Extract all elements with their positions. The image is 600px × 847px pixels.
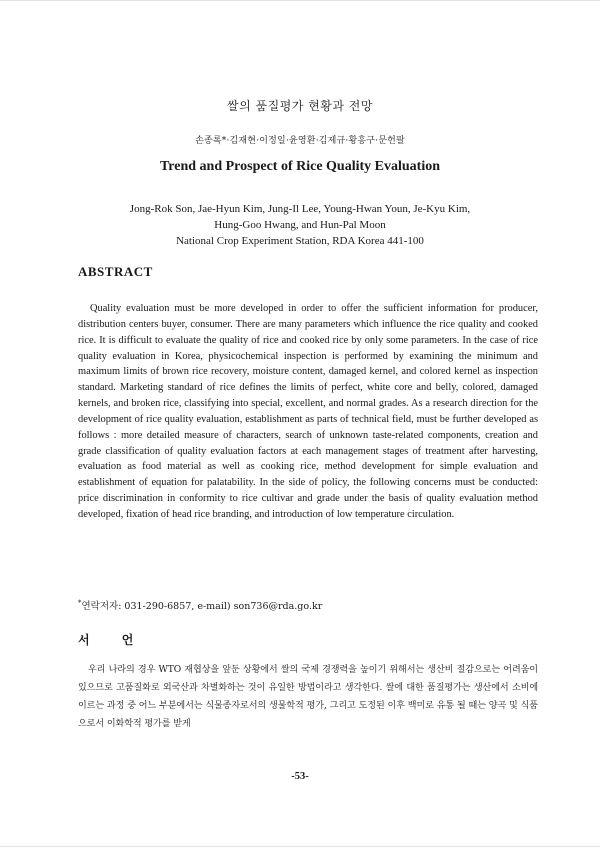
korean-authors: 손종록*·김재현·이정일·윤영환·김제규·황흥구·문헌팔 xyxy=(195,136,405,146)
introduction-body: 우리 나라의 경우 WTO 재협상을 앞둔 상황에서 쌀의 국제 경쟁력을 높이기 위해서는 생산비 절감으로는 어려움이 있으므로 고품질화로 외국산과 차별화하는 것이 유일한 방법이라고 생각한다. 쌀에 대한 품질평가는 생산에서 소비에 이르는 과정 중 어느 부분에서는 식물종자로서의 생물학적 평가, 그리고 도정된 이후 백미로 유통 될 때는 양곡 및 식품으로서 이화학적 평가를 받게 xyxy=(78,665,538,729)
affiliation: National Crop Experiment Station, RDA Korea 441-100 xyxy=(176,235,424,247)
english-authors-line-2: Hung-Goo Hwang, and Hun-Pal Moon xyxy=(214,219,386,231)
english-authors-line-1: Jong-Rok Son, Jae-Hyun Kim, Jung-Il Lee, Young-Hwan Youn, Je-Kyu Kim, xyxy=(129,203,471,215)
footnote-marker: * xyxy=(78,598,82,607)
abstract-heading: ABSTRACT xyxy=(78,264,153,279)
abstract-body: Quality evaluation must be more developed in order to offer the sufficient information for producer, distribution centers buyer, consumer. There are many parameters which influence the rice quality and cooked rice. It is difficult to evaluate the quality of rice and cooked rice by only some parameters. In the case of rice quality evaluation in Korea, physicochemical inspection is performed by examining the minimum and maximum limits of brown rice recovery, moisture content, damaged kernel, and colored kernel as inspection standard. Marketing standard of rice defines the limits of perfect, white core and belly, colored, damaged kernels, and broken rice, classifying into special, excellent, and normal grades. As a research direction for the development of rice quality evaluation, establishment as parts of technical field, must be further developed as follows : more detailed measure of characters, search of unknown taste-related components, creation and grade classification of quality evaluation factors at each management stages of treatment after harvesting, evaluation as food material as well as cooking rice, method development for simple evaluation and establishment of equation for palatability. In the side of policy, the following concerns must be conducted: price discrimination in conformity to rice cultivar and grade under the basis of quality evaluation method developed, fixation of head rice branding, and introduction of low temperature circulation. xyxy=(78,303,538,520)
corresponding-author-footnote xyxy=(78,598,322,612)
page-number: -53- xyxy=(291,771,309,782)
footnote-text: 연락저자: 031-290-6857, e-mail) son736@rda.go.kr xyxy=(81,601,323,612)
korean-title: 쌀의 품질평가 현황과 전망 xyxy=(227,99,373,113)
introduction-heading: 서 언 xyxy=(78,633,148,647)
english-authors-block xyxy=(0,201,600,249)
english-title: Trend and Prospect of Rice Quality Evaluation xyxy=(159,159,440,174)
